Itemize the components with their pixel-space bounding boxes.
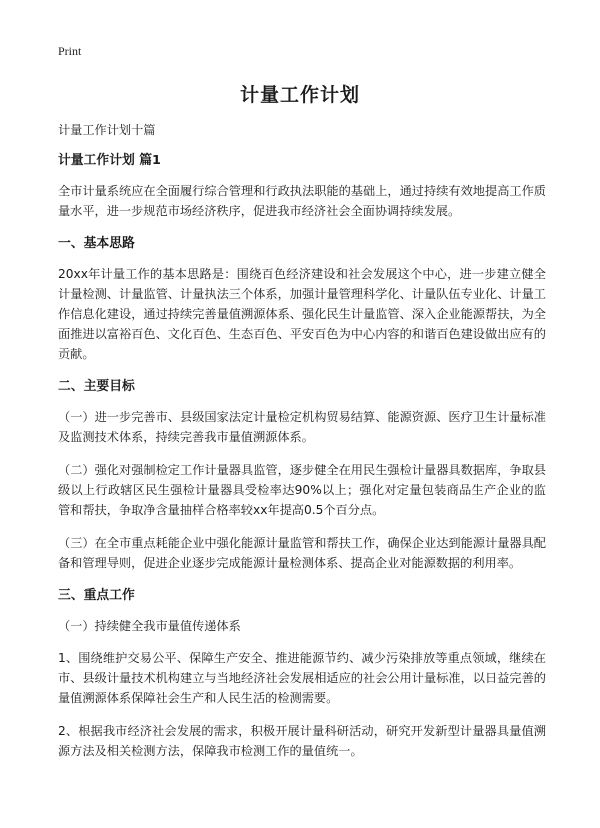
intro-paragraph: 全市计量系统应在全面履行综合管理和行政执法职能的基础上，通过持续有效地提高工作质量水平，进一步规范市场经济秩序，促进我市经济社会全面协调持续发展。 (58, 184, 546, 218)
paragraph: 1、围绕维护交易公平、保障生产安全、推进能源节约、减少污染排放等重点领域，继续在市、县级计量技术机构建立与当地经济社会发展相适应的社会公用计量标准，以日益完善的量值溯源体系保障社会生产和人民生活的检测需要。 (58, 651, 546, 705)
paragraph: 20xx年计量工作的基本思路是：围绕百色经济建设和社会发展这个中心，进一步建立健全计量检测、计量监管、计量执法三个体系，加强计量管理科学化、计量队伍专业化、计量工作信息化建设，通过持续完善量值溯源体系、强化民生计量监管、深入企业能源帮扶，为全面推进以富裕百色、文化百色、生态百色、平安百色为中心内容的和谐百色建设做出应有的贡献。 (58, 267, 546, 361)
article-heading: 计量工作计划 篇1 (58, 153, 161, 168)
section-heading-key-work: 三、重点工作 (58, 588, 135, 603)
document-body (58, 120, 546, 774)
paragraph: 2、根据我市经济社会发展的需求，积极开展计量科研活动，研究开发新型计量器具量值溯源方法及相关检测方法，保障我市检测工作的量值统一。 (58, 724, 546, 758)
document-subtitle: 计量工作计划十篇 (58, 123, 156, 137)
page-title: 计量工作计划 (239, 84, 360, 106)
paragraph: （二）强化对强制检定工作计量器具监管，逐步健全在用民生强检计量器具数据库，争取县级以上行政辖区民生强检计量器具受检率达90%以上；强化对定量包装商品生产企业的监管和帮扶，争取净含量抽样合格率较xx年提高0.5个百分点。 (58, 463, 546, 517)
print-link[interactable]: Print (58, 44, 82, 58)
section-heading-main-goals: 二、主要目标 (58, 379, 135, 394)
section-heading-basic-approach: 一、基本思路 (58, 236, 135, 251)
paragraph: （三）在全市重点耗能企业中强化能源计量监管和帮扶工作，确保企业达到能源计量器具配备和管理导则，促进企业逐步完成能源计量检测体系、提高企业对能源数据的利用率。 (58, 536, 546, 570)
paragraph: （一）进一步完善市、县级国家法定计量检定机构贸易结算、能源资源、医疗卫生计量标准及监测技术体系，持续完善我市量值溯源体系。 (58, 410, 546, 444)
subsection-heading: （一）持续健全我市量值传递体系 (58, 619, 241, 633)
